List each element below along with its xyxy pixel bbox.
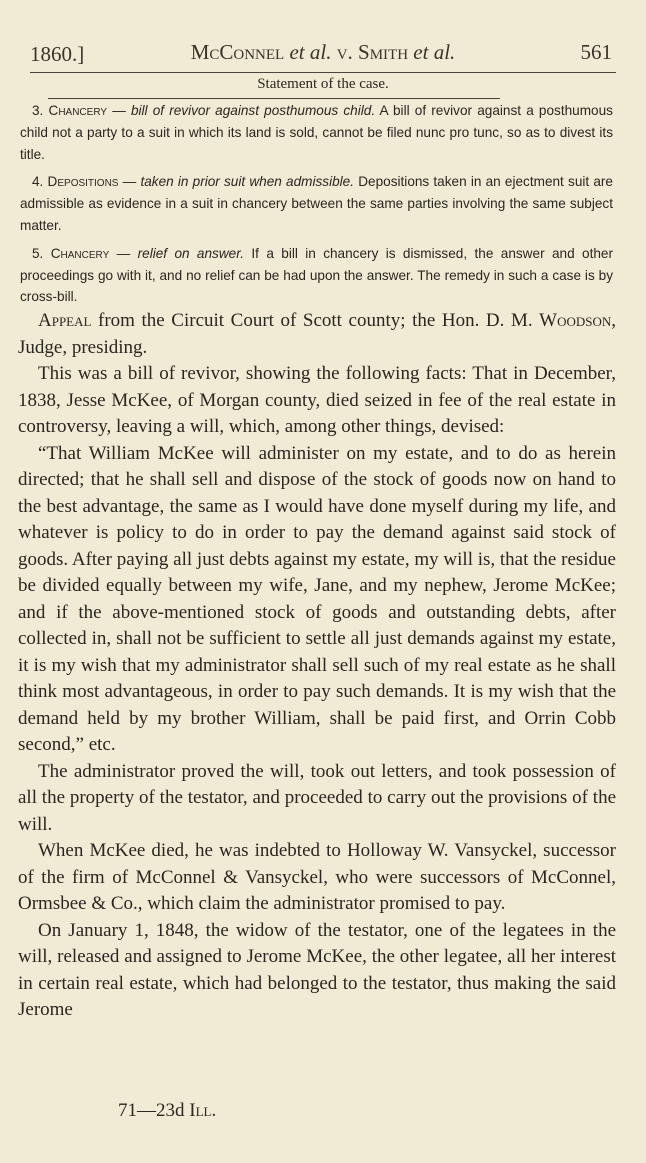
- signature-mark: 71—23d Ill.: [118, 1100, 217, 1121]
- body-paragraph: The administrator proved the will, took out letters, and took possession of all the property of the testator, and proceeded to carry out the provisions of the will.: [18, 760, 616, 835]
- body-paragraph: On January 1, 1848, the widow of the testator, one of the legatees in the will, released and assigned to Jerome McKee, the other legatee, all her interest in certain real estate, which had belonged to the testator, thus making the said Jerome: [18, 919, 616, 1020]
- header-case-title: McConnel et al. v. Smith et al.: [190, 40, 456, 64]
- headnote-3: 3. Chancery — bill of revivor against posthumous child. A bill of revivor against a posthumous child not a party to a suit in which its land is sold, cannot be filed nunc pro tunc, so as to divest its title.: [20, 103, 613, 162]
- opinion-body: [18, 308, 616, 1024]
- running-header: [30, 40, 616, 70]
- headnote-4: 4. Depositions — taken in prior suit when admissible. Depositions taken in an ejectment suit are admissible as evidence in a suit in chancery between the same parties involving the same subject matter.: [20, 174, 613, 233]
- subhead-statement: Statement of the case.: [257, 76, 389, 92]
- headnote-5: 5. Chancery — relief on answer. If a bill in chancery is dismissed, the answer and other proceedings go with it, and no relief can be had upon the answer. The remedy in such a case is by cross-bill.: [20, 245, 613, 305]
- header-year: 1860.]: [30, 42, 85, 66]
- body-paragraph: This was a bill of revivor, showing the following facts: That in December, 1838, Jesse McKee, of Morgan county, died seized in fee of the real estate in controversy, leaving a will, which, among other things, devised:: [18, 363, 616, 437]
- subhead-rule: [48, 98, 500, 99]
- quoted-will-paragraph: “That William McKee will administer on my estate, and to do as herein directed; that he shall sell and dispose of the stock of goods now on hand to the best advantage, the same as I would have done myself during my life, and whatever is policy to do in order to pay the demand against said stock of goods. After paying all just debts against my estate, my will is, that the residue be divided equally between my wife, Jane, and my nephew, Jerome McKee; and if the above-mentioned stock of goods and outstanding debts, after collected in, shall not be sufficient to settle all just demands against my estate, it is my wish that my administrator shall sell such of my real estate as he shall think most advantageous, in order to pay such demands. It is my wish that the demand held by my brother William, shall be paid first, and Orrin Cobb second,” etc.: [18, 442, 616, 755]
- appeal-paragraph: Appeal from the Circuit Court of Scott county; the Hon. D. M. Woodson, Judge, presiding.: [18, 310, 617, 358]
- body-paragraph: When McKee died, he was indebted to Holloway W. Vansyckel, successor of the firm of McConnel & Vansyckel, who were successors of McConnel, Ormsbee & Co., which claim the administrator promised to pay.: [18, 840, 616, 914]
- headnotes: [20, 100, 613, 314]
- header-page-number: 561: [580, 40, 612, 64]
- header-rule: [30, 72, 616, 73]
